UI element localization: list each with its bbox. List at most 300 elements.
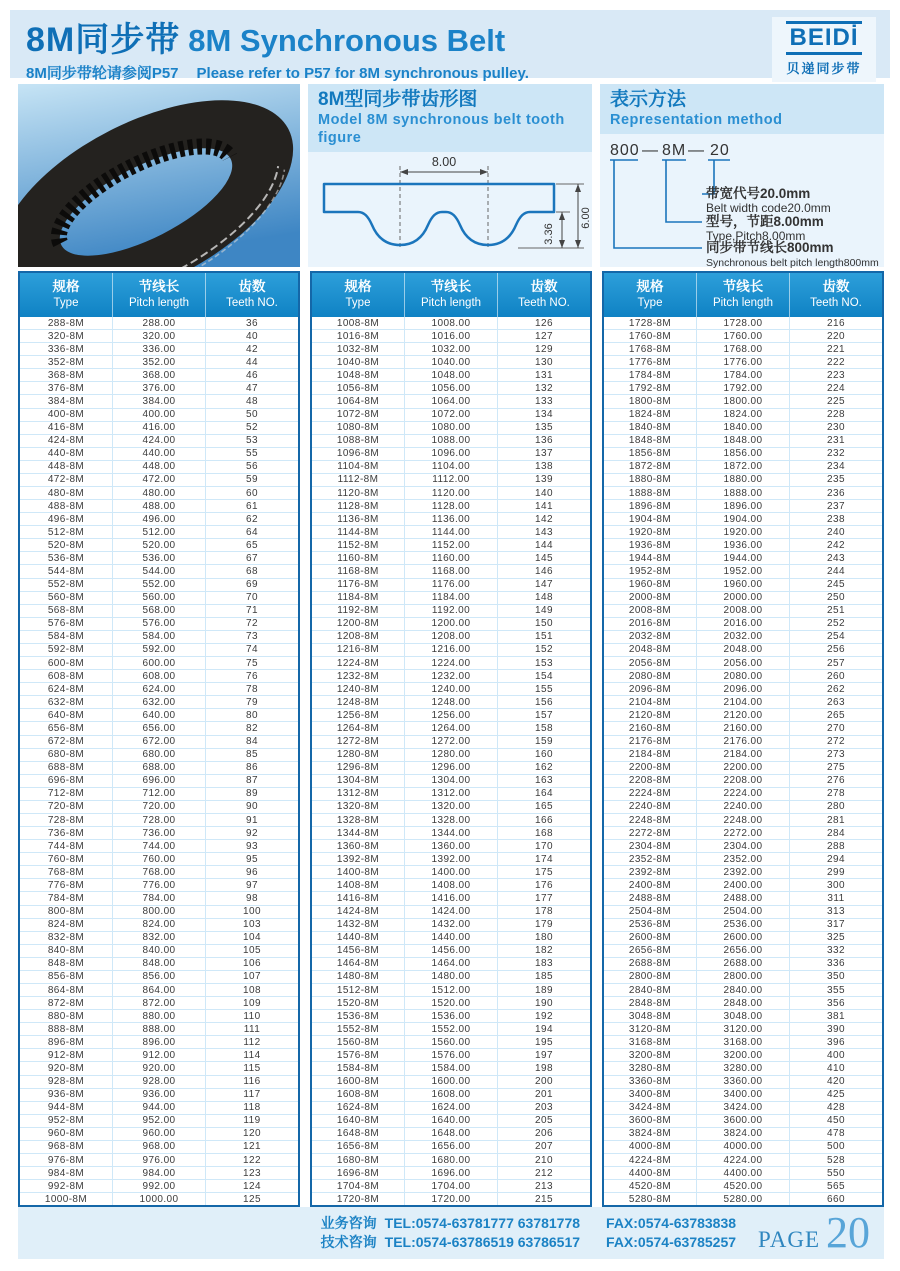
table-cell: 856.00 [112, 971, 205, 983]
table-cell: 776.00 [112, 879, 205, 891]
title-block [26, 12, 529, 83]
table-cell: 1240-8M [336, 683, 380, 695]
table-cell: 2080-8M [628, 670, 672, 682]
table-cell: 1608.00 [404, 1089, 497, 1101]
table-cell: 1280.00 [404, 749, 497, 761]
table-cell: 140 [497, 487, 590, 499]
table-cell: 4520-8M [628, 1180, 672, 1192]
table-row [20, 474, 298, 487]
column-header-pitch-en: Pitch length [712, 297, 774, 310]
table-cell: 565 [789, 1180, 882, 1192]
table-row [312, 932, 590, 945]
table-cell: 888.00 [112, 1023, 205, 1035]
table-cell: 2120.00 [696, 709, 789, 721]
pitch-dim-label: 8.00 [431, 155, 457, 170]
table-group-2-body [312, 317, 590, 1205]
table-cell: 3280-8M [628, 1062, 672, 1074]
table-row [312, 736, 590, 749]
table-cell: 4520.00 [696, 1180, 789, 1192]
table-cell: 384.00 [112, 395, 205, 407]
table-row [604, 775, 882, 788]
table-row [604, 317, 882, 330]
table-cell: 2056.00 [696, 657, 789, 669]
table-row [312, 749, 590, 762]
table-cell: 568.00 [112, 605, 205, 617]
table-row [312, 1049, 590, 1062]
total-height-arrow-top [575, 184, 581, 192]
table-row [312, 631, 590, 644]
table-row [312, 356, 590, 369]
table-cell: 920.00 [112, 1062, 205, 1074]
table-row [312, 670, 590, 683]
table-cell: 4224.00 [696, 1154, 789, 1166]
table-row [604, 1036, 882, 1049]
table-cell: 496.00 [112, 513, 205, 525]
table-cell: 116 [205, 1076, 298, 1088]
table-row [312, 500, 590, 513]
table-row [20, 448, 298, 461]
table-cell: 2840-8M [628, 984, 672, 996]
callout-width-cn: 带宽代号20.0mm [706, 186, 811, 202]
table-row [604, 892, 882, 905]
table-cell: 2688-8M [628, 958, 672, 970]
table-cell: 1136.00 [404, 513, 497, 525]
table-row [312, 343, 590, 356]
table-cell: 2488-8M [628, 892, 672, 904]
table-cell: 1768-8M [628, 343, 672, 355]
table-cell: 1008.00 [404, 317, 497, 329]
table-cell: 1296-8M [336, 762, 380, 774]
table-cell: 210 [497, 1154, 590, 1166]
table-cell: 1168.00 [404, 565, 497, 577]
table-cell: 1640.00 [404, 1115, 497, 1127]
table-cell: 201 [497, 1089, 590, 1101]
column-header-type [20, 273, 112, 317]
table-cell: 2208.00 [696, 775, 789, 787]
table-row [20, 683, 298, 696]
table-cell: 1224.00 [404, 657, 497, 669]
table-cell: 425 [789, 1089, 882, 1101]
column-header-type-en: Type [53, 297, 79, 310]
table-row [312, 906, 590, 919]
table-cell: 1776.00 [696, 356, 789, 368]
table-cell: 2400.00 [696, 879, 789, 891]
table-cell: 85 [205, 749, 298, 761]
table-cell: 238 [789, 513, 882, 525]
table-cell: 159 [497, 736, 590, 748]
table-cell: 68 [205, 565, 298, 577]
table-cell: 1144-8M [337, 526, 379, 538]
belt-photo-illustration [18, 84, 300, 267]
table-row [20, 539, 298, 552]
table-cell: 1800.00 [696, 395, 789, 407]
representation-panel [600, 84, 884, 270]
table-cell: 1144.00 [404, 526, 497, 538]
table-row [604, 1010, 882, 1023]
table-cell: 250 [789, 592, 882, 604]
table-cell: 1216.00 [404, 644, 497, 656]
representation-heading-en: Representation method [610, 111, 783, 128]
table-cell: 1904.00 [696, 513, 789, 525]
table-row [312, 369, 590, 382]
table-cell: 143 [497, 526, 590, 538]
table-cell: 776-8M [47, 879, 85, 891]
table-cell: 178 [497, 906, 590, 918]
table-cell: 223 [789, 369, 882, 381]
table-row [312, 1036, 590, 1049]
table-cell: 560.00 [112, 592, 205, 604]
table-row [20, 330, 298, 343]
callout-type-en: Type,Pitch8.00mm [706, 229, 806, 244]
table-cell: 712-8M [47, 788, 85, 800]
column-header-type-en: Type [345, 297, 371, 310]
table-cell: 1168-8M [337, 566, 379, 578]
table-cell: 1400.00 [404, 866, 497, 878]
table-row [312, 1167, 590, 1180]
table-cell: 584-8M [47, 631, 85, 643]
table-cell: 36 [205, 317, 298, 329]
table-cell: 2104.00 [696, 696, 789, 708]
table-row [312, 801, 590, 814]
table-cell: 1016.00 [404, 330, 497, 342]
table-cell: 180 [497, 932, 590, 944]
table-row [604, 696, 882, 709]
table-cell: 1304-8M [336, 775, 380, 787]
table-row [312, 788, 590, 801]
table-row [20, 1023, 298, 1036]
table-row [312, 1076, 590, 1089]
table-cell: 960.00 [112, 1128, 205, 1140]
table-row [312, 474, 590, 487]
table-row [20, 1141, 298, 1154]
table-cell: 356 [789, 997, 882, 1009]
table-cell: 197 [497, 1049, 590, 1061]
table-cell: 1216-8M [336, 644, 380, 656]
total-height-label: 6.00 [580, 207, 592, 229]
tooth-figure-heading-en: Model 8M synchronous belt tooth figure [318, 111, 565, 147]
table-cell: 4000.00 [696, 1141, 789, 1153]
table-cell: 192 [497, 1010, 590, 1022]
table-cell: 1248.00 [404, 696, 497, 708]
column-header-teeth-cn: 齿数 [238, 279, 266, 295]
table-cell: 311 [789, 892, 882, 904]
table-cell: 410 [789, 1062, 882, 1074]
table-cell: 1520-8M [336, 997, 380, 1009]
table-cell: 368.00 [112, 369, 205, 381]
table-row [20, 382, 298, 395]
table-cell: 3600-8M [628, 1115, 672, 1127]
table-row [20, 814, 298, 827]
table-row [604, 330, 882, 343]
table-cell: 84 [205, 736, 298, 748]
table-cell: 133 [497, 395, 590, 407]
table-row [20, 827, 298, 840]
table-cell: 2536-8M [628, 919, 672, 931]
table-cell: 2656-8M [628, 945, 672, 957]
table-cell: 552.00 [112, 579, 205, 591]
table-cell: 114 [205, 1049, 298, 1061]
table-row [604, 840, 882, 853]
table-row [312, 395, 590, 408]
table-cell: 74 [205, 644, 298, 656]
table-cell: 1016-8M [336, 330, 380, 342]
table-row [604, 343, 882, 356]
table-cell: 1944.00 [696, 552, 789, 564]
table-cell: 1272-8M [336, 736, 380, 748]
table-cell: 40 [205, 330, 298, 342]
table-cell: 164 [497, 788, 590, 800]
table-cell: 153 [497, 657, 590, 669]
table-cell: 52 [205, 422, 298, 434]
table-cell: 107 [205, 971, 298, 983]
table-cell: 2848-8M [628, 997, 672, 1009]
column-header-pitch-en: Pitch length [128, 297, 190, 310]
table-row [312, 513, 590, 526]
table-row [604, 1193, 882, 1205]
table-group-3 [602, 271, 884, 1207]
table-cell: 1872-8M [628, 461, 672, 473]
tooth-figure-heading [308, 84, 592, 152]
table-cell: 127 [497, 330, 590, 342]
table-cell: 1432.00 [404, 919, 497, 931]
table-cell: 1360-8M [336, 840, 380, 852]
table-cell: 2488.00 [696, 892, 789, 904]
table-cell: 1128.00 [404, 500, 497, 512]
table-cell: 1344-8M [336, 827, 380, 839]
table-cell: 104 [205, 932, 298, 944]
table-cell: 320-8M [47, 330, 85, 342]
table-row [312, 879, 590, 892]
table-row [604, 448, 882, 461]
table-cell: 840-8M [47, 945, 85, 957]
table-cell: 121 [205, 1141, 298, 1153]
table-cell: 313 [789, 906, 882, 918]
table-cell: 3280.00 [696, 1062, 789, 1074]
table-row [20, 853, 298, 866]
table-cell: 592-8M [47, 644, 85, 656]
table-cell: 235 [789, 474, 882, 486]
table-cell: 376.00 [112, 382, 205, 394]
table-cell: 520.00 [112, 539, 205, 551]
table-cell: 132 [497, 382, 590, 394]
table-cell: 448.00 [112, 461, 205, 473]
table-cell: 1952.00 [696, 565, 789, 577]
table-cell: 1560-8M [336, 1036, 380, 1048]
table-cell: 3400.00 [696, 1089, 789, 1101]
table-cell: 1704-8M [336, 1180, 380, 1192]
table-row [604, 369, 882, 382]
table-cell: 2032-8M [628, 631, 672, 643]
table-cell: 1032-8M [336, 343, 380, 355]
table-cell: 1720.00 [404, 1193, 497, 1205]
table-cell: 224 [789, 382, 882, 394]
table-cell: 760-8M [47, 853, 85, 865]
table-cell: 1096.00 [404, 448, 497, 460]
table-cell: 82 [205, 722, 298, 734]
table-cell: 1208-8M [336, 631, 380, 643]
table-cell: 299 [789, 866, 882, 878]
table-row [604, 1180, 882, 1193]
table-cell: 112 [205, 1036, 298, 1048]
table-cell: 632.00 [112, 696, 205, 708]
table-row [20, 1036, 298, 1049]
table-cell: 135 [497, 422, 590, 434]
table-cell: 2688.00 [696, 958, 789, 970]
table-cell: 896.00 [112, 1036, 205, 1048]
table-cell: 656-8M [47, 722, 85, 734]
table-row [20, 592, 298, 605]
table-row [312, 565, 590, 578]
table-row [312, 461, 590, 474]
table-cell: 864.00 [112, 984, 205, 996]
table-row [604, 749, 882, 762]
table-cell: 1088-8M [336, 435, 380, 447]
table-row [604, 605, 882, 618]
table-cell: 175 [497, 866, 590, 878]
table-cell: 1960-8M [628, 579, 672, 591]
table-cell: 179 [497, 919, 590, 931]
code-dash-2: — [688, 142, 704, 160]
table-cell: 222 [789, 356, 882, 368]
table-cell: 744-8M [47, 840, 85, 852]
table-cell: 2160-8M [628, 722, 672, 734]
table-cell: 55 [205, 448, 298, 460]
table-row [312, 448, 590, 461]
table-cell: 832.00 [112, 932, 205, 944]
table-cell: 576-8M [47, 618, 85, 630]
callout-width-en: Belt width code20.0mm [706, 201, 831, 216]
table-cell: 1880-8M [628, 474, 672, 486]
table-cell: 242 [789, 539, 882, 551]
table-row [20, 892, 298, 905]
code-dash-1: — [642, 142, 658, 160]
column-header-type-cn: 规格 [344, 279, 372, 295]
table-cell: 1272.00 [404, 736, 497, 748]
table-cell: 1104.00 [404, 461, 497, 473]
table-row [312, 984, 590, 997]
table-cell: 2208-8M [628, 775, 672, 787]
table-cell: 376-8M [47, 382, 85, 394]
table-row [20, 840, 298, 853]
table-cell: 1096-8M [336, 448, 380, 460]
table-cell: 1080-8M [336, 422, 380, 434]
table-row [312, 866, 590, 879]
table-cell: 1896.00 [696, 500, 789, 512]
table-cell: 1784-8M [628, 369, 672, 381]
table-cell: 221 [789, 343, 882, 355]
table-row [604, 356, 882, 369]
table-cell: 2104-8M [628, 696, 672, 708]
total-height-arrow-bottom [575, 240, 581, 248]
table-cell: 2000-8M [628, 592, 672, 604]
table-cell: 952.00 [112, 1115, 205, 1127]
table-row [20, 932, 298, 945]
table-row [604, 827, 882, 840]
table-row [20, 971, 298, 984]
table-row [604, 461, 882, 474]
table-cell: 400.00 [112, 409, 205, 421]
table-cell: 1424.00 [404, 906, 497, 918]
table-cell: 1120-8M [337, 487, 379, 499]
table-cell: 640.00 [112, 709, 205, 721]
table-row [20, 788, 298, 801]
table-cell: 111 [205, 1023, 298, 1035]
table-row [312, 971, 590, 984]
table-cell: 472-8M [47, 474, 85, 486]
table-cell: 151 [497, 631, 590, 643]
table-cell: 1400-8M [336, 866, 380, 878]
table-cell: 213 [497, 1180, 590, 1192]
table-cell: 856-8M [47, 971, 85, 983]
table-row [604, 906, 882, 919]
table-cell: 800-8M [47, 906, 85, 918]
table-cell: 236 [789, 487, 882, 499]
table-cell: 1624-8M [336, 1102, 380, 1114]
table-cell: 1680.00 [404, 1154, 497, 1166]
table-cell: 1264-8M [336, 722, 380, 734]
table-cell: 1344.00 [404, 827, 497, 839]
brand-logo [772, 17, 876, 82]
footer-technical-fax: FAX:0574-63785257 [606, 1234, 737, 1250]
table-cell: 568-8M [47, 605, 85, 617]
table-cell: 216 [789, 317, 882, 329]
table-cell: 896-8M [47, 1036, 85, 1048]
code-connector-lines [614, 160, 714, 248]
table-row [312, 330, 590, 343]
table-cell: 3424-8M [628, 1102, 672, 1114]
table-cell: 1232-8M [336, 670, 380, 682]
table-cell: 190 [497, 997, 590, 1009]
table-cell: 1512.00 [404, 984, 497, 996]
table-cell: 182 [497, 945, 590, 957]
table-cell: 4000-8M [628, 1141, 672, 1153]
table-cell: 1112.00 [404, 474, 497, 486]
table-cell: 3200-8M [628, 1049, 672, 1061]
table-cell: 120 [205, 1128, 298, 1140]
table-row [312, 605, 590, 618]
table-cell: 784.00 [112, 892, 205, 904]
table-cell: 325 [789, 932, 882, 944]
table-row [312, 709, 590, 722]
table-cell: 48 [205, 395, 298, 407]
table-row [20, 749, 298, 762]
table-cell: 2016.00 [696, 618, 789, 630]
table-cell: 1432-8M [336, 919, 380, 931]
footer-technical-line [321, 1233, 736, 1252]
table-cell: 195 [497, 1036, 590, 1048]
table-cell: 108 [205, 984, 298, 996]
table-row [20, 605, 298, 618]
table-cell: 478 [789, 1128, 882, 1140]
table-cell: 2056-8M [628, 657, 672, 669]
table-cell: 244 [789, 565, 882, 577]
table-cell: 3120-8M [628, 1023, 672, 1035]
table-cell: 1848-8M [628, 435, 672, 447]
table-row [604, 1115, 882, 1128]
table-cell: 152 [497, 644, 590, 656]
table-cell: 760.00 [112, 853, 205, 865]
table-cell: 672.00 [112, 736, 205, 748]
table-cell: 1720-8M [336, 1193, 380, 1205]
table-cell: 3824-8M [628, 1128, 672, 1140]
table-cell: 656.00 [112, 722, 205, 734]
table-row [312, 1023, 590, 1036]
table-cell: 243 [789, 552, 882, 564]
table-row [604, 683, 882, 696]
table-cell: 2120-8M [628, 709, 672, 721]
table-cell: 1440-8M [336, 932, 380, 944]
table-row [20, 487, 298, 500]
